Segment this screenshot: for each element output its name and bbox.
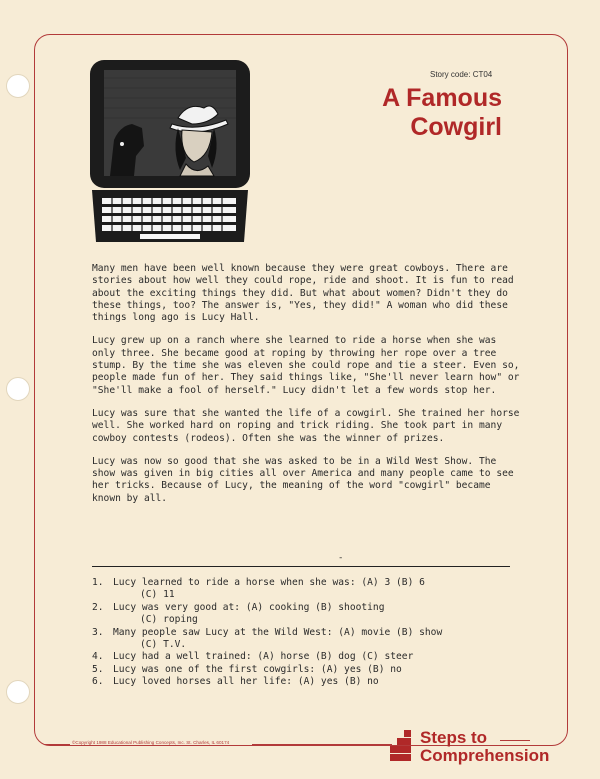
question-item — [92, 602, 522, 627]
section-divider — [92, 566, 510, 567]
question-text: Lucy had a well trained: (A) horse (B) dog (C) steer — [113, 651, 414, 663]
question-text: Lucy was one of the first cowgirls: (A) yes (B) no — [113, 663, 402, 675]
question-text: Lucy loved horses all her life: (A) yes (B) no — [113, 676, 379, 688]
logo-text-line-2: Comprehension — [420, 746, 550, 765]
question-number: 3. — [92, 626, 104, 638]
story-paragraph: Lucy was now so good that she was asked to be in a Wild West Show. The show was given in big cities all over America and many people came to see her tricks. Because of Lucy, the meaning of the word "cowgirl" became known by all. — [92, 455, 514, 504]
question-list — [92, 577, 522, 689]
question-text: Lucy was very good at: (A) cooking (B) shooting — [113, 601, 385, 613]
story-code: Story code: CT04 — [430, 70, 493, 79]
story-paragraph: Lucy grew up on a ranch where she learned to ride a horse when she was only three. She became good at roping by throwing her rope over a tree stump. By the time she was eleven she could rope and tie a steer. Even so, people made fun of her. They said things like, "She'll never learn how" or "She'll make a fool of herself." Lucy didn't let a few words stop her. — [92, 335, 520, 396]
page-footer — [34, 728, 568, 770]
question-number: 1. — [92, 577, 104, 588]
binder-hole-middle — [6, 377, 30, 401]
question-number: 4. — [92, 651, 104, 663]
logo-rule — [500, 740, 530, 741]
story-paragraph: Many men have been well known because they were great cowboys. There are stories about how well they could rope, ride and shoot. It is fun to read about the exciting things they did. But what about women? Didn't they do these things, too? The answer is, "Yes, they did!" A woman who did these things long ago is Lucy Hall. — [92, 263, 514, 324]
title-line-2: Cowgirl — [410, 113, 502, 141]
copyright-notice: ©Copyright 1988 Educational Publishing Concepts, Inc. St. Charles, IL 60174 — [72, 740, 230, 745]
footer-rule-left — [44, 744, 70, 745]
logo-text-line-1: Steps to — [420, 728, 488, 747]
binder-hole-bottom — [6, 680, 30, 704]
question-number: 5. — [92, 663, 104, 675]
logo-steps-icon — [390, 730, 418, 764]
question-option-cont: (C) roping — [140, 614, 198, 626]
question-option-cont: (C) 11 — [140, 589, 175, 601]
page-title — [382, 84, 502, 142]
question-text: Lucy learned to ride a horse when she was: (A) 3 (B) 6 — [113, 577, 425, 588]
separator-mark: - — [338, 553, 344, 563]
computer-illustration — [88, 58, 252, 250]
question-item — [92, 676, 522, 688]
story-text — [92, 263, 522, 516]
binder-hole-top — [6, 74, 30, 98]
question-option-cont: (C) T.V. — [140, 639, 187, 651]
question-number: 2. — [92, 601, 104, 613]
question-text: Many people saw Lucy at the Wild West: (A) movie (B) show — [113, 626, 443, 638]
question-item — [92, 651, 522, 663]
question-number: 6. — [92, 676, 104, 688]
title-line-1: A Famous — [382, 84, 502, 112]
question-item — [92, 664, 522, 676]
question-item — [92, 577, 522, 602]
story-paragraph: Lucy was sure that she wanted the life of a cowgirl. She trained her horse well. She worked hard on roping and trick riding. She took part in many cowboy contests (rodeos). Often she was the winner of prizes. — [92, 407, 520, 444]
footer-rule-middle — [252, 744, 392, 745]
question-item — [92, 627, 522, 652]
